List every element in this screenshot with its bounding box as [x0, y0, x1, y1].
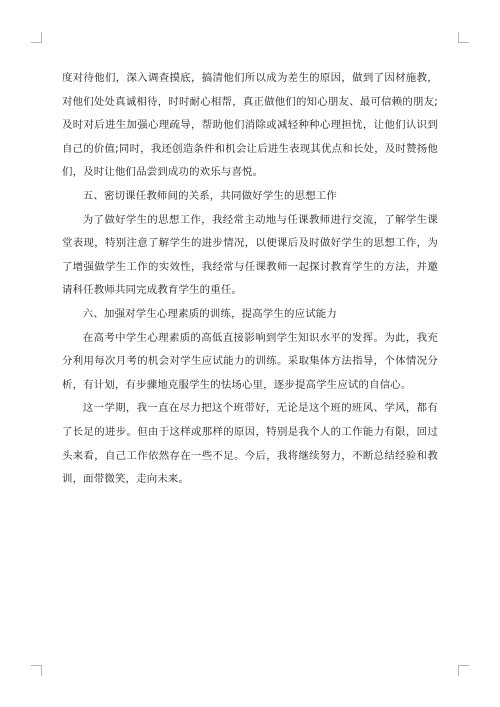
page-corner-mark-bottom-left [31, 665, 42, 676]
page-corner-mark-bottom-right [458, 665, 469, 676]
section-heading-5: 五、密切课任教师间的关系，共同做好学生的思想工作 [82, 189, 337, 202]
paragraph-section-6: 在高考中学生心理素质的高低直接影响到学生知识水平的发挥。为此，我充分利用每次月考的机会对学生应试能力的训练。采取集体方法指导，个体情况分析，有计划，有步骤地克服学生的怯场心里，逐步提高学生应试的自信心。 [62, 331, 438, 391]
paragraph-conclusion: 这一学期，我一直在尽力把这个班带好，无论是这个班的班风、学风，都有了长足的进步。但由于这样或那样的原因，特别是我个人的工作能力有限，回过头来看，自己工作依然存在一些不足。今后，我将继续努力，不断总结经验和教训，面带微笑，走向未来。 [62, 402, 438, 486]
section-heading-6: 六、加强对学生心理素质的训练，提高学生的应试能力 [82, 307, 337, 320]
page-corner-mark-top-left [31, 32, 42, 43]
document-body [62, 67, 438, 492]
paragraph-section-5: 为了做好学生的思想工作，我经常主动地与任课教师进行交流，了解学生课堂表现，特别注意了解学生的进步情况，以便课后及时做好学生的思想工作，为了增强做学生工作的实效性，我经常与任课教师一起探讨教育学生的方法，并邀请科任教师共同完成教育学生的重任。 [62, 213, 438, 297]
page-corner-mark-top-right [458, 32, 469, 43]
paragraph-continuation: 度对待他们，深入调查摸底，搞清他们所以成为差生的原因，做到了因材施教，对他们处处真诚相待，时时耐心相帮，真正做他们的知心朋友、最可信赖的朋友;及时对后进生加强心理疏导，帮助他们消除或减轻种种心理担忧，让他们认识到自己的价值;同时，我还创造条件和机会让后进生表现其优点和长处，及时赞扬他们，及时让他们品尝到成功的欢乐与喜悦。 [62, 72, 438, 179]
